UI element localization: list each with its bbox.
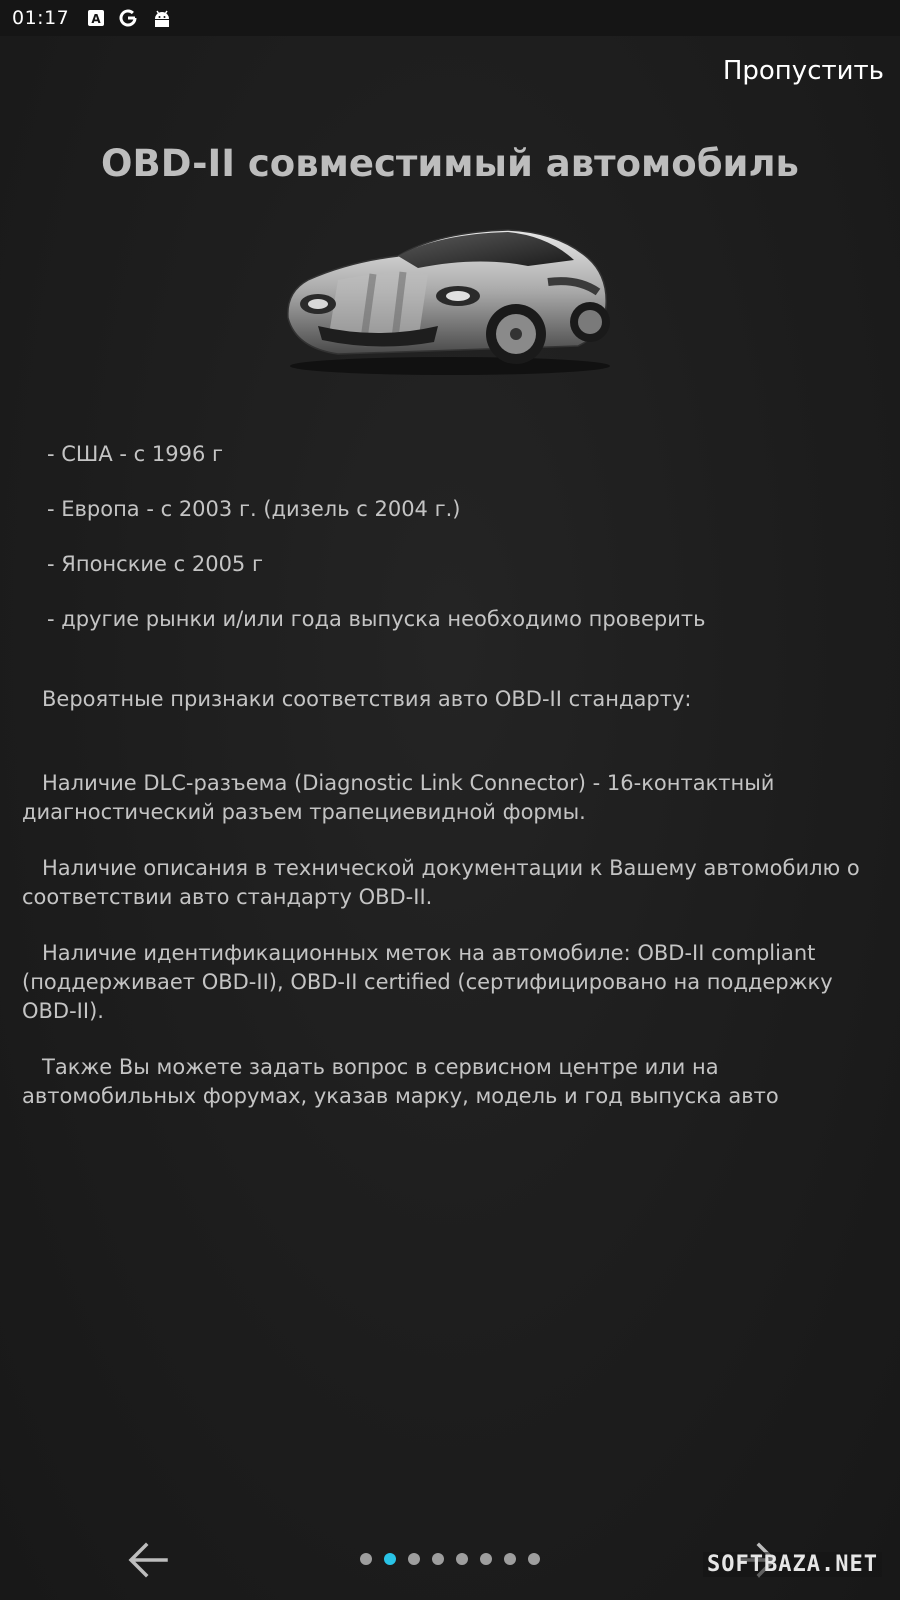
list-item: - Японские с 2005 г	[47, 552, 263, 576]
skip-button[interactable]: Пропустить	[722, 56, 884, 86]
car-illustration	[278, 222, 622, 378]
page-dot[interactable]	[408, 1553, 420, 1565]
paragraph: Наличие описания в технической документации к Вашему автомобилю о соответствии авто стандарту OBD-II.	[22, 856, 860, 909]
paragraph: Наличие DLC-разъема (Diagnostic Link Connector) - 16-контактный диагностический разъем трапециевидной формы.	[22, 771, 775, 824]
section-heading: Вероятные признаки соответствия авто OBD-II стандарту:	[42, 687, 692, 711]
page-dot[interactable]	[480, 1553, 492, 1565]
android-icon	[151, 7, 173, 29]
status-bar	[0, 0, 900, 36]
paragraph: Наличие идентификационных меток на автомобиле: OBD-II compliant (поддерживает OBD-II), OBD-II certified (сертифицировано на поддержку OBD-II).	[22, 941, 833, 1023]
page-title: OBD-II совместимый автомобиль	[101, 142, 799, 185]
google-g-icon	[117, 7, 139, 29]
page-dot[interactable]	[504, 1553, 516, 1565]
list-item: - другие рынки и/или года выпуска необходимо проверить	[47, 607, 706, 631]
text-a-icon	[87, 9, 105, 27]
back-arrow-icon[interactable]	[126, 1540, 170, 1580]
page-indicator	[360, 1553, 540, 1565]
page-dot[interactable]	[432, 1553, 444, 1565]
list-item: - Европа - с 2003 г. (дизель с 2004 г.)	[47, 497, 461, 521]
page-dot-active[interactable]	[384, 1553, 396, 1565]
paragraph: Также Вы можете задать вопрос в сервисном центре или на автомобильных форумах, указав марку, модель и год выпуска авто	[22, 1055, 779, 1108]
page-dot[interactable]	[456, 1553, 468, 1565]
svg-text:A: A	[91, 12, 101, 26]
status-time: 01:17	[12, 7, 70, 29]
list-item: - США - с 1996 г	[47, 442, 224, 466]
page-dot[interactable]	[360, 1553, 372, 1565]
info-content	[22, 440, 872, 1111]
page-dot[interactable]	[528, 1553, 540, 1565]
watermark: SOFTBAZA.NET	[703, 1552, 882, 1577]
pager-navigation	[0, 1530, 900, 1590]
